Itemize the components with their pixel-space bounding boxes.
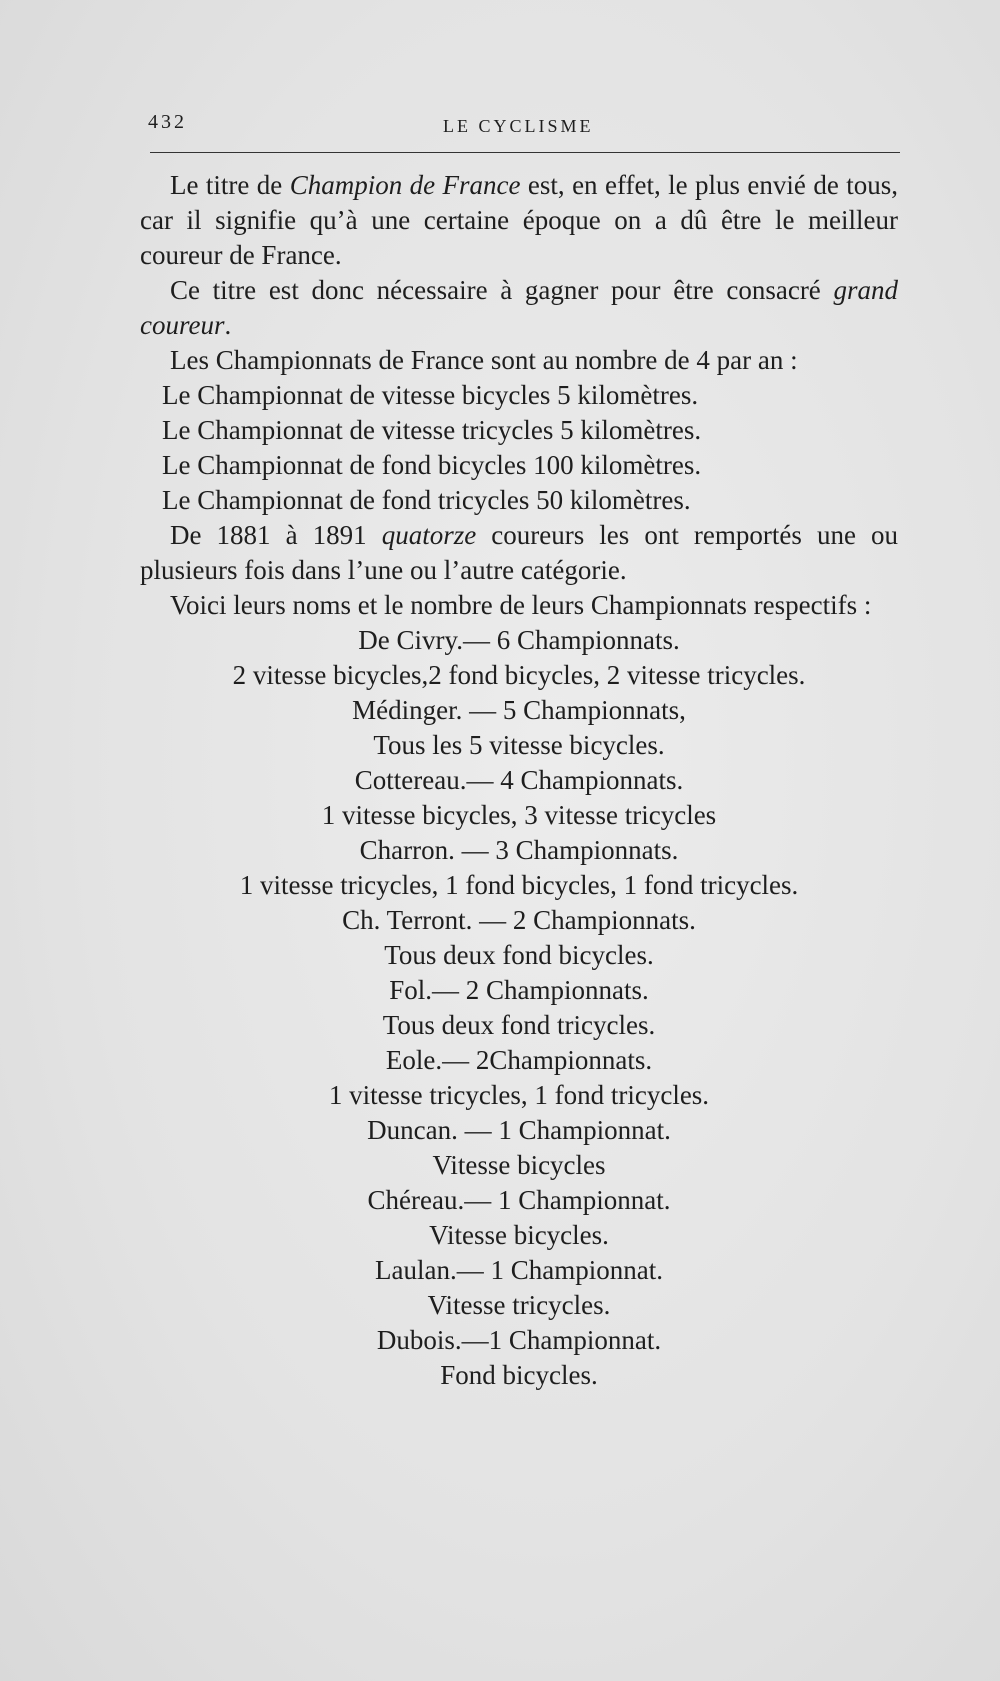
champion-name: De Civry.— 6 Championnats.: [358, 625, 680, 655]
champion-detail: Tous deux fond bicycles.: [384, 940, 654, 970]
champion-name: Duncan. — 1 Championnat.: [367, 1115, 671, 1145]
champion-detail: 1 vitesse bicycles, 3 vitesse tricycles: [321, 800, 717, 830]
champion-detail: Tous deux fond tricycles.: [382, 1010, 656, 1040]
champion-detail: 2 vitesse bicycles,2 fond bicycles, 2 vitesse tricycles.: [232, 660, 806, 690]
championnat-item: Le Championnat de vitesse tricycles 5 kilomètres.: [162, 415, 702, 445]
championnat-item: Le Championnat de vitesse bicycles 5 kilomètres.: [162, 380, 699, 410]
emphasis: grand coureur: [140, 275, 898, 340]
paragraph-champion-title: Le titre de Champion de France est, en effet, le plus envié de tous, car il signifie qu’à une certaine époque on a dû être le meilleur coureur de France.: [140, 170, 898, 270]
champion-name: Chéreau.— 1 Championnat.: [367, 1185, 671, 1215]
page-header: [148, 108, 898, 148]
emphasis: Champion de France: [289, 170, 521, 200]
page-number: 432: [148, 111, 187, 133]
championnat-item: Le Championnat de fond bicycles 100 kilomètres.: [162, 450, 702, 480]
champions-list: [140, 623, 898, 1393]
champion-name: Fol.— 2 Championnats.: [389, 975, 649, 1005]
paragraph-championnats-count: Les Championnats de France sont au nombre de 4 par an :: [170, 345, 798, 375]
champion-detail: Vitesse tricycles.: [427, 1290, 611, 1320]
paragraph-grand-coureur: Ce titre est donc nécessaire à gagner pour être consacré grand coureur.: [140, 275, 898, 340]
champion-name: Laulan.— 1 Championnat.: [375, 1255, 663, 1285]
running-head: LE CYCLISME: [443, 116, 594, 136]
paragraph-quatorze: De 1881 à 1891 quatorze coureurs les ont remportés une ou plusieurs fois dans l’une ou l’autre catégorie.: [140, 520, 898, 585]
champion-name: Eole.— 2Championnats.: [385, 1045, 653, 1075]
emphasis: quatorze: [381, 520, 477, 550]
champion-detail: 1 vitesse tricycles, 1 fond tricycles.: [328, 1080, 710, 1110]
champion-name: Médinger. — 5 Championnats,: [352, 695, 686, 725]
champion-detail: 1 vitesse tricycles, 1 fond bicycles, 1 fond tricycles.: [239, 870, 799, 900]
champion-name: Dubois.—1 Championnat.: [376, 1325, 662, 1355]
champion-name: Ch. Terront. — 2 Championnats.: [342, 905, 696, 935]
champion-name: Charron. — 3 Championnats.: [359, 835, 679, 865]
champion-detail: Tous les 5 vitesse bicycles.: [373, 730, 665, 760]
header-rule: [150, 152, 900, 153]
body-text: [140, 168, 898, 1393]
champion-detail: Fond bicycles.: [440, 1360, 598, 1390]
championnat-item: Le Championnat de fond tricycles 50 kilomètres.: [162, 485, 691, 515]
paragraph-voici: Voici leurs noms et le nombre de leurs Championnats respectifs :: [170, 590, 872, 620]
champion-name: Cottereau.— 4 Championnats.: [354, 765, 684, 795]
champion-detail: Vitesse bicycles: [432, 1150, 606, 1180]
champion-detail: Vitesse bicycles.: [429, 1220, 609, 1250]
